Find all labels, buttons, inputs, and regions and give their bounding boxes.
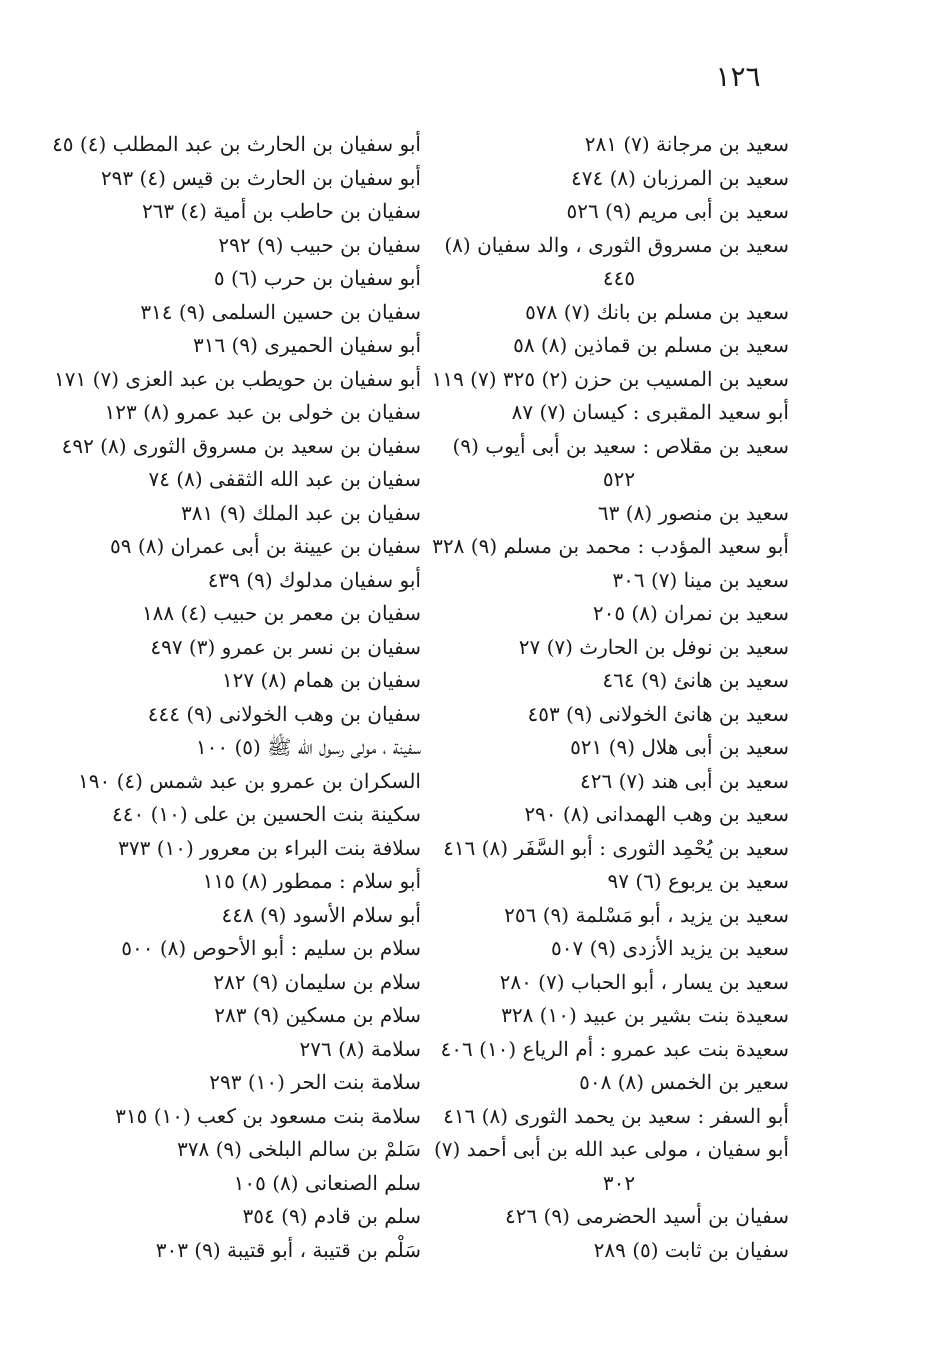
index-entry: سعيد بن منصور (٨) ٦٣: [597, 500, 789, 525]
index-entry: سعيدة بنت بشير بن عبيد (١٠) ٣٢٨: [501, 1003, 789, 1027]
index-entry: سلم بن قادم (٩) ٣٥٤: [242, 1204, 421, 1228]
index-entry: سفيان بن خولى بن عبد عمرو (٨) ١٢٣: [104, 400, 421, 424]
index-entry: سفيان بن أسيد الحضرمى (٩) ٤٢٦: [504, 1204, 789, 1228]
index-entry: أبو سلام الأسود (٩) ٤٤٨: [221, 902, 421, 927]
index-entry: سلامة بنت الحر (١٠) ٢٩٣: [209, 1070, 421, 1094]
index-entry: سفينة ، مولى رسول الله ﷺ (٥) ١٠٠: [195, 735, 421, 759]
index-entry: سلام بن سليمان (٩) ٢٨٢: [213, 969, 421, 994]
index-entry: سعيد بن مسروق الثورى ، والد سفيان (٨): [444, 232, 789, 257]
index-entry: سعيد بن يسار ، أبو الحباب (٧) ٢٨٠: [499, 969, 789, 994]
index-entry: سلم الصنعانى (٨) ١٠٥: [233, 1170, 421, 1195]
index-entry: أبو سفيان بن الحارث بن قيس (٤) ٢٩٣: [100, 165, 421, 190]
index-entry: أبو السفر : سعيد بن يحمد الثورى (٨) ٤١٦: [443, 1103, 789, 1128]
index-entry: سعيد بن مينا (٧) ٣٠٦: [612, 567, 789, 592]
index-entry: سعيد بن مقلاص : سعيد بن أبى أيوب (٩): [452, 433, 789, 458]
index-entry: أبو سفيان الحميرى (٩) ٣١٦: [192, 333, 421, 357]
index-entry: سلافة بنت البراء بن معرور (١٠) ٣٧٣: [118, 835, 421, 860]
index-entry: أبو سعيد المقبرى : كيسان (٧) ٨٧: [511, 400, 789, 424]
index-entry: سعيد بن مسلم بن قماذين (٨) ٥٨: [513, 333, 789, 357]
index-entry: سفيان بن همام (٨) ١٢٧: [221, 668, 421, 692]
index-entry: سعيد بن المرزبان (٨) ٤٧٤: [570, 165, 789, 190]
index-entry: سعيد بن وهب الهمدانى (٨) ٢٩٠: [524, 802, 789, 826]
index-entry-continuation: ٣٠٢: [602, 1170, 636, 1195]
index-entry: سلامة (٨) ٢٧٦: [299, 1036, 421, 1061]
index-entry: أبو سعيد المؤدب : محمد بن مسلم (٩) ٣٢٨: [432, 534, 789, 558]
index-entry: سفيان بن ثابت (٥) ٢٨٩: [593, 1237, 789, 1262]
index-entry: سعيد بن هانئ (٩) ٤٦٤: [602, 668, 789, 692]
index-entry: أبو سفيان مدلوك (٩) ٤٣٩: [207, 567, 421, 592]
index-entry: سعيد بن أبى مريم (٩) ٥٢٦: [566, 199, 789, 223]
index-entry: أبو سفيان بن حويطب بن عبد العزى (٧) ١٧١: [54, 366, 421, 391]
index-entry: سَلْم بن قتيبة ، أبو قتيبة (٩) ٣٠٣: [155, 1237, 421, 1262]
index-entry: سفيان بن حسين السلمى (٩) ٣١٤: [140, 299, 421, 324]
index-entry: سعيد بن مسلم بن بانك (٧) ٥٧٨: [525, 299, 789, 324]
index-entry: سعيد بن يزيد الأزدى (٩) ٥٠٧: [551, 936, 789, 960]
index-entry: سلامة بنت مسعود بن كعب (١٠) ٣١٥: [115, 1103, 421, 1128]
index-entry: سفيان بن عبد الملك (٩) ٣٨١: [180, 500, 421, 525]
index-entry: سفيان بن وهب الخولانى (٩) ٤٤٤: [147, 701, 421, 726]
index-entry: سفيان بن عيينة بن أبى عمران (٨) ٥٩: [110, 534, 421, 558]
index-column-right: [431, 128, 789, 1267]
index-entry: أبو سفيان بن حرب (٦) ٥: [213, 266, 421, 290]
index-entry: سفيان بن حبيب (٩) ٢٩٢: [218, 232, 421, 257]
index-entry: أبو سفيان ، مولى عبد الله بن أبى أحمد (٧): [433, 1137, 789, 1161]
index-entry: سفيان بن سعيد بن مسروق الثورى (٨) ٤٩٢: [61, 433, 421, 458]
index-entry: سعير بن الخمس (٨) ٥٠٨: [579, 1070, 789, 1094]
index-entry: سفيان بن حاطب بن أمية (٤) ٢٦٣: [141, 199, 421, 223]
index-entry: سعيد بن المسيب بن حزن (٢) ٣٢٥ (٧) ١١٩: [431, 366, 789, 391]
index-entry: سَلمْ بن سالم البلخى (٩) ٣٧٨: [176, 1137, 421, 1161]
index-entry: سعيدة بنت عبد عمرو : أم الرياع (١٠) ٤٠٦: [440, 1036, 789, 1061]
index-entry: سعيد بن يُحْمِد الثورى : أبو السَّفَر (٨) ٤١٦: [443, 835, 789, 860]
index-entry: سعيد بن نوفل بن الحارث (٧) ٢٧: [518, 634, 789, 659]
index-entry-continuation: ٥٢٢: [602, 467, 636, 491]
index-entry: سعيد بن يربوع (٦) ٩٧: [607, 869, 789, 893]
index-entry: سعيد بن مرجانة (٧) ٢٨١: [584, 132, 789, 156]
index-entry: سكينة بنت الحسين بن على (١٠) ٤٤٠: [112, 802, 421, 826]
index-entry: سعيد بن يزيد ، أبو مَسْلمة (٩) ٢٥٦: [504, 902, 789, 927]
index-column-left: [52, 128, 421, 1267]
index-entry-continuation: ٤٤٥: [602, 266, 636, 290]
index-entry: سعيد بن أبى هلال (٩) ٥٢١: [570, 735, 789, 759]
index-entry: السكران بن عمرو بن عبد شمس (٤) ١٩٠: [78, 768, 421, 793]
index-entry: سعيد بن أبى هند (٧) ٤٢٦: [580, 768, 789, 793]
index-entry: أبو سفيان بن الحارث بن عبد المطلب (٤) ٤٥: [52, 132, 421, 156]
index-entry: سلام بن مسكين (٩) ٢٨٣: [214, 1003, 421, 1027]
index-entry: سفيان بن معمر بن حبيب (٤) ١٨٨: [141, 601, 421, 625]
page-number: ١٢٦: [715, 60, 761, 93]
index-entry: سفيان بن عبد الله الثقفى (٨) ٧٤: [148, 467, 421, 491]
index-entry: سلام بن سليم : أبو الأحوص (٨) ٥٠٠: [121, 936, 421, 960]
index-entry: سعيد بن هانئ الخولانى (٩) ٤٥٣: [527, 701, 789, 726]
index-entry: أبو سلام : ممطور (٨) ١١٥: [202, 869, 421, 893]
index-entry: سعيد بن نمران (٨) ٢٠٥: [592, 601, 789, 625]
index-entry: سفيان بن نسر بن عمرو (٣) ٤٩٧: [150, 634, 421, 659]
